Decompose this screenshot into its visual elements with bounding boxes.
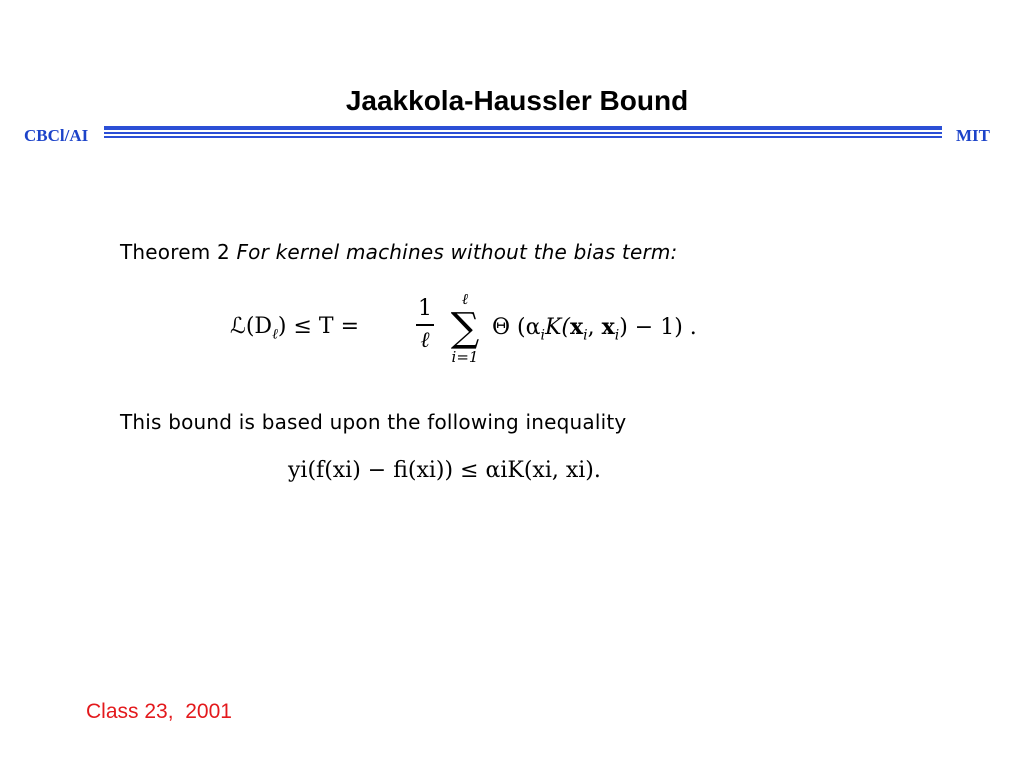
theorem-line xyxy=(120,240,678,264)
header-rules xyxy=(104,126,942,140)
equation-rhs xyxy=(492,314,697,343)
equation-rhs-x1: x xyxy=(569,314,584,340)
equation-lhs xyxy=(230,314,359,343)
equation-rhs-x2: x xyxy=(601,314,615,340)
header-left-label: CBCl/AI xyxy=(24,126,89,145)
equation-rhs-kernel: K( xyxy=(544,315,570,340)
header-rule-line xyxy=(104,132,942,134)
equation-summation xyxy=(444,290,486,366)
equation-rhs-theta: Θ (α xyxy=(492,315,541,340)
header-right-label: MIT xyxy=(956,126,990,145)
slide-title: Jaakkola-Haussler Bound xyxy=(345,85,689,116)
theorem-label: Theorem 2 xyxy=(120,240,230,264)
equation-lhs-rest: ) ≤ T = xyxy=(277,314,360,339)
equation-rhs-sep: , xyxy=(587,315,602,340)
fraction-numerator: 1 xyxy=(418,296,432,321)
fraction-bar xyxy=(416,324,434,326)
equation-rhs-subscript: i xyxy=(540,327,545,344)
inequality-equation: yi(f(xi) − fi(xi)) ≤ αiK(xi, xi). xyxy=(288,458,601,483)
equation-fraction xyxy=(416,296,434,354)
header-rule-line xyxy=(104,136,942,138)
summation-upper-limit: ℓ xyxy=(461,290,469,308)
summation-symbol: ∑ xyxy=(450,305,480,351)
bound-description: This bound is based upon the following inequality xyxy=(120,410,627,434)
theorem-statement: For kernel machines without the bias term: xyxy=(236,240,678,264)
equation-rhs-end: ) − 1) . xyxy=(619,315,697,340)
header-rule-line xyxy=(104,126,942,130)
equation-lhs-subscript: ℓ xyxy=(272,326,278,343)
bound-equation xyxy=(230,290,790,380)
equation-rhs-subscript: i xyxy=(583,327,588,344)
equation-rhs-subscript: i xyxy=(614,327,620,344)
equation-lhs-main: ℒ(D xyxy=(230,314,273,339)
fraction-denominator: ℓ xyxy=(420,327,430,353)
header-rule-bar xyxy=(0,124,1024,148)
summation-lower-limit: i=1 xyxy=(451,348,479,366)
footer-class-label: Class 23, 2001 xyxy=(86,700,232,723)
